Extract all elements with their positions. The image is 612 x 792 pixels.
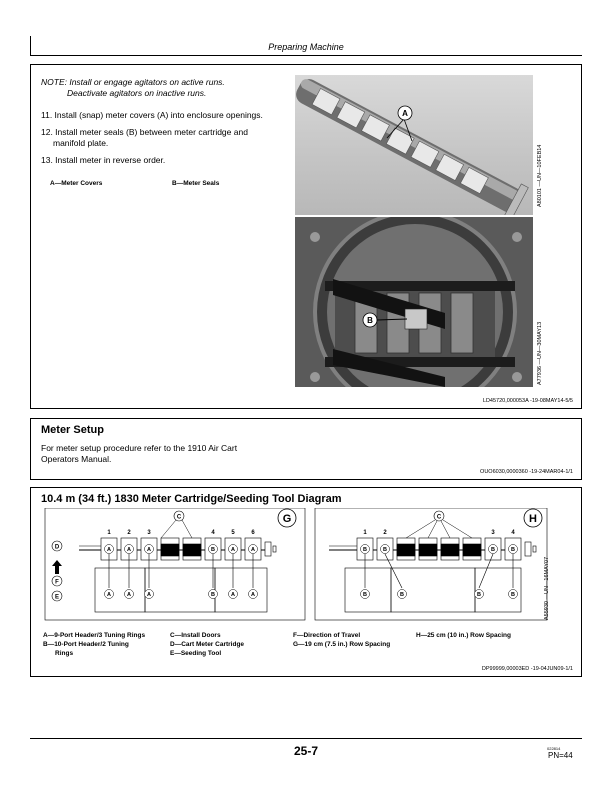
legend-b: B—Meter Seals	[172, 180, 220, 187]
right-diagram-frame	[315, 508, 547, 620]
rt-circle-3: B	[491, 547, 495, 553]
step-11: 11. Install (snap) meter covers (A) into enclosure openings.	[41, 110, 263, 120]
photo2-code: A77936 —UN—30MAY13	[537, 321, 543, 385]
lt-circle-4: B	[211, 547, 215, 553]
left-diagram-frame	[45, 508, 305, 620]
right-label-c: C	[436, 514, 442, 521]
rb-circle-4: B	[511, 592, 515, 598]
section3-ref: DP99999,00003ED -19-04JUN09-1/1	[481, 666, 573, 672]
lt-circle-1: A	[107, 547, 111, 553]
meter-setup-body-line2: Operators Manual.	[41, 454, 112, 464]
label-d: D	[54, 544, 60, 551]
lt-circle-2: A	[127, 547, 131, 553]
header-bottom-rule	[30, 55, 582, 56]
legend-b-header: B—10-Port Header/2 Tuning	[43, 641, 129, 648]
right-num-3: 3	[491, 530, 495, 536]
step-13: 13. Install meter in reverse order.	[41, 155, 166, 165]
photo2-callout-b: B	[367, 316, 373, 325]
legend-e: E—Seeding Tool	[170, 650, 222, 657]
legend-b-header-cont: Rings	[55, 650, 74, 657]
section-meter-setup	[30, 418, 582, 480]
legend-col2	[170, 631, 244, 658]
label-f: F	[55, 579, 59, 586]
label-h: H	[529, 513, 537, 525]
page-number: 25-7	[293, 744, 319, 758]
legend-col4	[416, 631, 511, 640]
left-num-1: 1	[107, 530, 111, 536]
note-line2: Deactivate agitators on inactive runs.	[67, 88, 207, 98]
left-num-5: 5	[231, 530, 235, 536]
lb-circle-6: A	[251, 592, 255, 598]
legend-f: F—Direction of Travel	[293, 632, 361, 639]
label-e: E	[54, 594, 60, 601]
step-12-line2: manifold plate.	[53, 138, 109, 148]
legend-col3	[293, 631, 390, 649]
rb-circle-1: B	[363, 592, 367, 598]
legend-a-header: A—9-Port Header/3 Tuning Rings	[43, 632, 146, 639]
rb-circle-3: B	[477, 592, 481, 598]
lb-circle-1: A	[107, 592, 111, 598]
right-num-2: 2	[383, 530, 387, 536]
rt-circle-2: B	[383, 547, 387, 553]
photo1-code: A80101 —UN—10FEB14	[537, 144, 543, 207]
rb-circle-2: B	[400, 592, 404, 598]
right-num-4: 4	[511, 530, 515, 536]
left-num-6: 6	[251, 530, 255, 536]
rt-circle-4: B	[511, 547, 515, 553]
lt-circle-5: A	[231, 547, 235, 553]
legend-c: C—Install Doors	[170, 632, 221, 639]
lb-circle-3: A	[147, 592, 151, 598]
diagram-code: A55930 —UN—16MAY07	[544, 556, 550, 620]
legend-col1	[43, 631, 145, 658]
meter-setup-title: Meter Setup	[41, 424, 104, 436]
note-line1: NOTE: Install or engage agitators on active runs.	[41, 77, 225, 87]
direction-arrow-icon	[52, 560, 62, 574]
photo-meter-covers	[295, 75, 533, 215]
legend-d: D—Cart Meter Cartridge	[170, 641, 245, 648]
left-label-c: C	[176, 514, 182, 521]
step-12-line1: 12. Install meter seals (B) between meter cartridge and	[41, 127, 248, 137]
legend-g: G—19 cm (7.5 in.) Row Spacing	[293, 641, 391, 648]
photo-meter-seals	[295, 217, 533, 387]
section1-ref: LD45720,000053A -19-08MAY14-5/5	[482, 398, 573, 404]
diagram-title: 10.4 m (34 ft.) 1830 Meter Cartridge/Seeding Tool Diagram	[41, 493, 342, 505]
footer-small-code: 022814	[547, 746, 561, 751]
page-header-title: Preparing Machine	[268, 42, 344, 52]
section2-ref: OUO6030,0000360 -19-24MAR04-1/1	[480, 469, 573, 475]
right-num-1: 1	[363, 530, 367, 536]
section-cartridge-diagram	[30, 487, 582, 677]
footer-rule	[30, 738, 582, 739]
label-g: G	[282, 513, 292, 525]
legend-h: H—25 cm (10 in.) Row Spacing	[416, 632, 511, 639]
left-num-3: 3	[147, 530, 151, 536]
section-install-meter	[30, 64, 582, 409]
lb-circle-4: B	[211, 592, 215, 598]
lb-circle-5: A	[231, 592, 235, 598]
legend-a: A—Meter Covers	[50, 180, 103, 187]
left-num-4: 4	[211, 530, 215, 536]
left-num-2: 2	[127, 530, 131, 536]
rt-circle-1: B	[363, 547, 367, 553]
cartridge-diagram	[39, 508, 549, 626]
meter-setup-body-line1: For meter setup procedure refer to the 1910 Air Cart	[41, 443, 238, 453]
page-pn: PN=44	[548, 751, 573, 760]
photo1-callout-a: A	[402, 109, 408, 118]
lt-circle-6: A	[251, 547, 255, 553]
lb-circle-2: A	[127, 592, 131, 598]
lt-circle-3: A	[147, 547, 151, 553]
